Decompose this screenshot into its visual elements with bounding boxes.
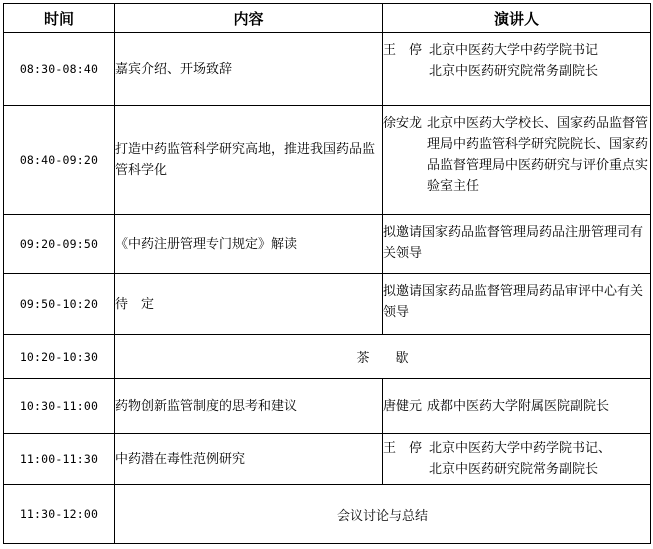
speaker-name: 徐安龙 xyxy=(383,116,423,131)
table-row xyxy=(4,274,651,335)
table-row xyxy=(4,215,651,274)
speaker-role: 北京中医药大学中药学院书记 北京中医药研究院常务副院长 xyxy=(429,43,599,79)
speaker-role: 成都中医药大学附属医院副院长 xyxy=(427,398,610,414)
table-row xyxy=(4,485,651,544)
header-time: 时间 xyxy=(4,4,115,33)
time-cell: 09:20-09:50 xyxy=(4,215,115,274)
header-content: 内容 xyxy=(115,4,383,33)
time-cell: 09:50-10:20 xyxy=(4,274,115,335)
speaker-cell xyxy=(383,434,651,485)
header-row xyxy=(4,4,651,33)
table-row xyxy=(4,106,651,215)
time-cell: 11:00-11:30 xyxy=(4,434,115,485)
content-cell: 中药潜在毒性范例研究 xyxy=(115,434,383,485)
speaker-name: 王 停 xyxy=(383,441,423,456)
speaker-cell xyxy=(383,379,651,434)
speaker-cell: 拟邀请国家药品监督管理局药品审评中心有关领导 xyxy=(383,274,651,335)
time-cell: 11:30-12:00 xyxy=(4,485,115,544)
summary-cell: 会议讨论与总结 xyxy=(115,485,651,544)
table-row xyxy=(4,33,651,106)
time-cell: 10:20-10:30 xyxy=(4,335,115,379)
speaker-cell xyxy=(383,33,651,106)
time-cell: 10:30-11:00 xyxy=(4,379,115,434)
content-cell: 《中药注册管理专门规定》解读 xyxy=(115,215,383,274)
schedule-table xyxy=(3,3,651,544)
content-cell: 药物创新监管制度的思考和建议 xyxy=(115,379,383,434)
content-cell: 打造中药监管科学研究高地，推进我国药品监管科学化 xyxy=(115,106,383,215)
speaker-cell xyxy=(383,106,651,215)
content-cell: 待 定 xyxy=(115,274,383,335)
header-speaker: 演讲人 xyxy=(383,4,651,33)
speaker-cell: 拟邀请国家药品监督管理局药品注册管理司有关领导 xyxy=(383,215,651,274)
break-cell: 茶 歇 xyxy=(115,335,651,379)
time-cell: 08:40-09:20 xyxy=(4,106,115,215)
speaker-name: 唐健元 xyxy=(383,398,423,414)
content-cell: 嘉宾介绍、开场致辞 xyxy=(115,33,383,106)
time-cell: 08:30-08:40 xyxy=(4,33,115,106)
table-row xyxy=(4,335,651,379)
speaker-role: 北京中医药大学校长、国家药品监督管理局中药监管科学研究院院长、国家药品监督管理局中医药研究与评价重点实验室主任 xyxy=(427,116,649,194)
table-row xyxy=(4,379,651,434)
speaker-name: 王 停 xyxy=(383,43,423,58)
speaker-role: 北京中医药大学中药学院书记、 北京中医药研究院常务副院长 xyxy=(429,441,612,477)
table-row xyxy=(4,434,651,485)
